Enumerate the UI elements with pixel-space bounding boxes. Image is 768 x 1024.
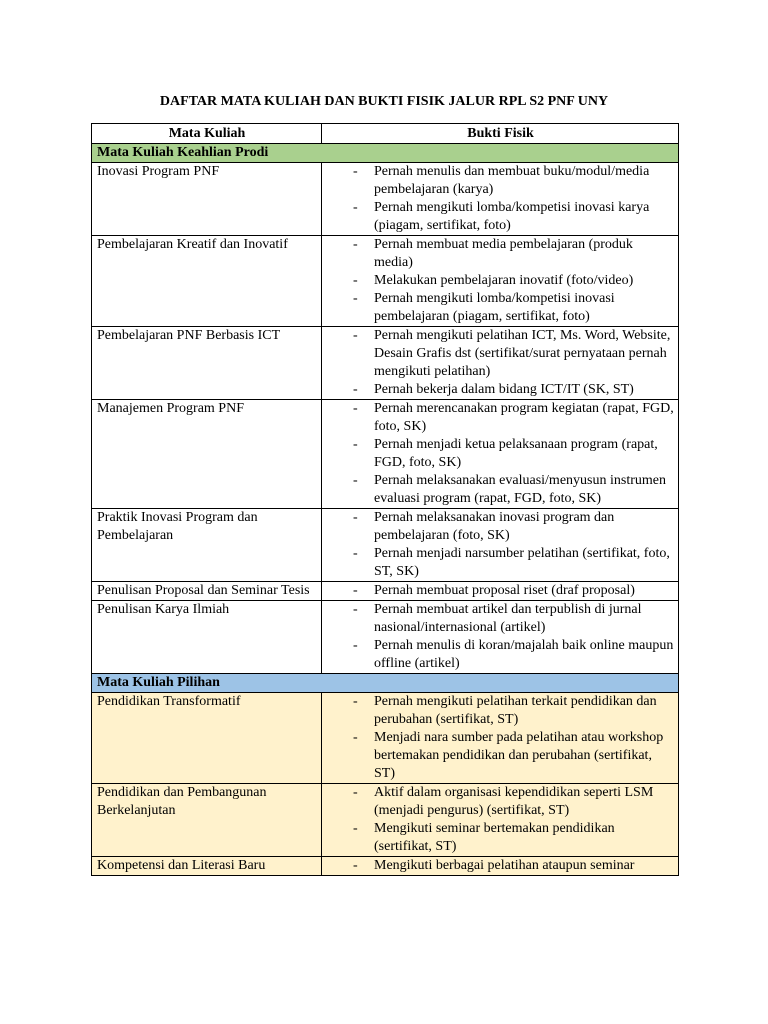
bullet-dash: - (353, 858, 358, 873)
evidence-text: Pernah menjadi ketua pelaksanaan program (rapat, FGD, foto, SK) (374, 437, 658, 470)
evidence-list (327, 400, 674, 508)
evidence-item (327, 327, 674, 381)
evidence-item (327, 601, 674, 637)
evidence-item (327, 290, 674, 326)
evidence-item (327, 693, 674, 729)
evidence-text: Mengikuti berbagai pelatihan ataupun seminar (374, 858, 635, 873)
evidence-list (327, 857, 674, 875)
table-body (92, 144, 679, 876)
evidence-item (327, 545, 674, 581)
evidence-list (327, 509, 674, 581)
evidence-list (327, 601, 674, 673)
evidence-item (327, 199, 674, 235)
evidence-cell (322, 400, 679, 509)
evidence-cell (322, 784, 679, 857)
evidence-list (327, 582, 674, 600)
course-name: Pembelajaran PNF Berbasis ICT (92, 327, 322, 400)
evidence-item (327, 400, 674, 436)
bullet-dash: - (353, 437, 358, 452)
evidence-text: Pernah bekerja dalam bidang ICT/IT (SK, ST) (374, 382, 634, 397)
evidence-item (327, 582, 674, 600)
bullet-dash: - (353, 546, 358, 561)
section-header-row (92, 674, 679, 693)
bullet-dash: - (353, 510, 358, 525)
header-evidence: Bukti Fisik (322, 124, 679, 144)
course-name: Inovasi Program PNF (92, 163, 322, 236)
evidence-text: Pernah merencanakan program kegiatan (rapat, FGD, foto, SK) (374, 401, 674, 434)
evidence-list (327, 163, 674, 235)
table-row (92, 693, 679, 784)
evidence-list (327, 693, 674, 783)
evidence-text: Pernah menjadi narsumber pelatihan (sertifikat, foto, ST, SK) (374, 546, 670, 579)
header-course: Mata Kuliah (92, 124, 322, 144)
course-name: Pembelajaran Kreatif dan Inovatif (92, 236, 322, 327)
bullet-dash: - (353, 730, 358, 745)
bullet-dash: - (353, 273, 358, 288)
section-header-row (92, 144, 679, 163)
evidence-item (327, 436, 674, 472)
evidence-text: Pernah mengikuti pelatihan ICT, Ms. Word, Website, Desain Grafis dst (sertifikat/surat pernyataan pernah mengikuti pelatihan) (374, 328, 671, 379)
evidence-cell (322, 236, 679, 327)
evidence-text: Pernah mengikuti pelatihan terkait pendidikan dan perubahan (sertifikat, ST) (374, 694, 657, 727)
table-row (92, 400, 679, 509)
evidence-cell (322, 327, 679, 400)
bullet-dash: - (353, 602, 358, 617)
table-row (92, 327, 679, 400)
evidence-item (327, 236, 674, 272)
bullet-dash: - (353, 200, 358, 215)
evidence-text: Pernah menulis dan membuat buku/modul/media pembelajaran (karya) (374, 164, 650, 197)
evidence-item (327, 381, 674, 399)
table-row (92, 163, 679, 236)
evidence-list (327, 236, 674, 326)
course-name: Penulisan Proposal dan Seminar Tesis (92, 582, 322, 601)
table-row (92, 784, 679, 857)
bullet-dash: - (353, 785, 358, 800)
course-name: Manajemen Program PNF (92, 400, 322, 509)
evidence-cell (322, 857, 679, 876)
evidence-item (327, 472, 674, 508)
evidence-list (327, 784, 674, 856)
evidence-cell (322, 582, 679, 601)
bullet-dash: - (353, 328, 358, 343)
evidence-item (327, 729, 674, 783)
evidence-text: Pernah mengikuti lomba/kompetisi inovasi karya (piagam, sertifikat, foto) (374, 200, 650, 233)
bullet-dash: - (353, 473, 358, 488)
evidence-item (327, 637, 674, 673)
evidence-text: Pernah membuat media pembelajaran (produk media) (374, 237, 633, 270)
evidence-text: Pernah menulis di koran/majalah baik online maupun offline (artikel) (374, 638, 674, 671)
evidence-item (327, 509, 674, 545)
course-name: Penulisan Karya Ilmiah (92, 601, 322, 674)
evidence-text: Pernah mengikuti lomba/kompetisi inovasi pembelajaran (piagam, sertifikat, foto) (374, 291, 615, 324)
evidence-text: Aktif dalam organisasi kependidikan seperti LSM (menjadi pengurus) (sertifikat, ST) (374, 785, 654, 818)
evidence-list (327, 327, 674, 399)
bullet-dash: - (353, 237, 358, 252)
evidence-item (327, 272, 674, 290)
bullet-dash: - (353, 694, 358, 709)
bullet-dash: - (353, 291, 358, 306)
bullet-dash: - (353, 583, 358, 598)
table-row (92, 582, 679, 601)
evidence-cell (322, 693, 679, 784)
evidence-item (327, 820, 674, 856)
evidence-cell (322, 509, 679, 582)
evidence-text: Pernah membuat artikel dan terpublish di jurnal nasional/internasional (artikel) (374, 602, 642, 635)
evidence-text: Pernah melaksanakan evaluasi/menyusun instrumen evaluasi program (rapat, FGD, foto, SK) (374, 473, 666, 506)
evidence-item (327, 784, 674, 820)
evidence-text: Pernah melaksanakan inovasi program dan pembelajaran (foto, SK) (374, 510, 615, 543)
document-title: DAFTAR MATA KULIAH DAN BUKTI FISIK JALUR RPL S2 PNF UNY (159, 94, 609, 109)
table-row (92, 236, 679, 327)
course-evidence-table (91, 123, 679, 876)
bullet-dash: - (353, 638, 358, 653)
bullet-dash: - (353, 382, 358, 397)
table-row (92, 857, 679, 876)
evidence-item (327, 857, 674, 875)
course-name: Pendidikan Transformatif (92, 693, 322, 784)
course-name: Pendidikan dan Pembangunan Berkelanjutan (92, 784, 322, 857)
table-row (92, 601, 679, 674)
evidence-text: Melakukan pembelajaran inovatif (foto/video) (374, 273, 634, 288)
section-title: Mata Kuliah Keahlian Prodi (92, 144, 679, 163)
bullet-dash: - (353, 821, 358, 836)
bullet-dash: - (353, 164, 358, 179)
bullet-dash: - (353, 401, 358, 416)
table-header-row (92, 124, 679, 144)
evidence-text: Pernah membuat proposal riset (draf proposal) (374, 583, 635, 598)
course-name: Kompetensi dan Literasi Baru (92, 857, 322, 876)
evidence-cell (322, 601, 679, 674)
course-name: Praktik Inovasi Program dan Pembelajaran (92, 509, 322, 582)
evidence-text: Mengikuti seminar bertemakan pendidikan (sertifikat, ST) (374, 821, 615, 854)
table-row (92, 509, 679, 582)
evidence-cell (322, 163, 679, 236)
section-title: Mata Kuliah Pilihan (92, 674, 679, 693)
evidence-text: Menjadi nara sumber pada pelatihan atau workshop bertemakan pendidikan dan perubahan (sertifikat, ST) (374, 730, 664, 781)
evidence-item (327, 163, 674, 199)
